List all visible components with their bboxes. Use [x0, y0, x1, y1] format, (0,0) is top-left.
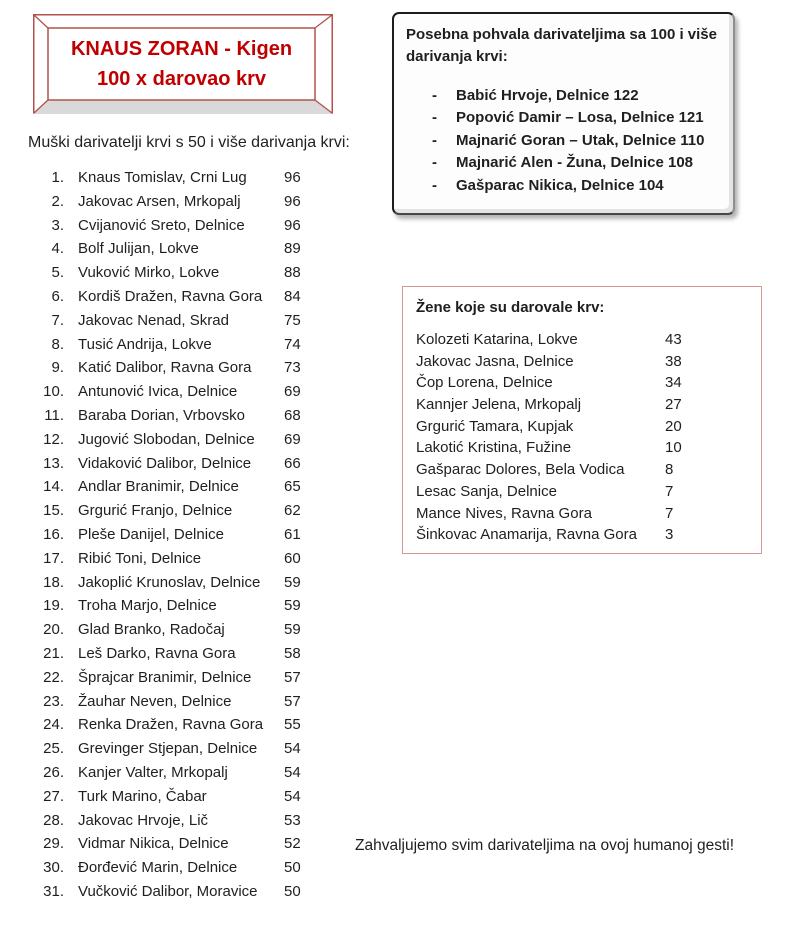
donor-rank: 25.	[43, 740, 64, 758]
donor-rank: 10.	[43, 383, 64, 401]
donor-rank: 3.	[51, 216, 64, 234]
donor-rank: 19.	[43, 597, 64, 615]
donation-count: 73	[284, 359, 301, 377]
male-donor-row	[28, 880, 358, 904]
male-donor-row	[28, 856, 358, 880]
donor-name: Grgurić Tamara, Kupjak	[416, 417, 574, 435]
donor-name: Andlar Branimir, Delnice	[78, 478, 239, 496]
donor-rank: 28.	[43, 811, 64, 829]
female-donor-list	[416, 329, 748, 546]
donor-name: Katić Dalibor, Ravna Gora	[78, 359, 252, 377]
praise-item-text: Babić Hrvoje, Delnice 122	[456, 87, 639, 104]
praise-item-text: Majnarić Alen - Žuna, Delnice 108	[456, 154, 694, 172]
donor-rank: 13.	[43, 454, 64, 472]
donor-name: Lakotić Kristina, Fužine	[416, 439, 572, 457]
male-donor-row	[28, 594, 358, 618]
praise-list-item	[406, 152, 721, 174]
female-donor-row	[416, 481, 748, 503]
donation-count: 66	[284, 454, 301, 472]
donor-rank: 29.	[43, 835, 64, 853]
donor-rank: 18.	[43, 573, 64, 591]
donor-rank: 31.	[43, 882, 64, 900]
male-donor-row	[28, 333, 358, 357]
donor-name: Vidaković Dalibor, Delnice	[78, 454, 252, 472]
donation-count: 60	[284, 549, 301, 567]
donor-rank: 20.	[43, 621, 64, 639]
male-donor-row	[28, 285, 358, 309]
male-donor-row	[28, 190, 358, 214]
donor-rank: 7.	[51, 311, 64, 329]
male-section-heading: Muški darivatelji krvi s 50 i više darivanja krvi:	[28, 134, 350, 151]
donor-name: Jakovac Hrvoje, Lič	[78, 811, 209, 829]
donor-name: Kordiš Dražen, Ravna Gora	[78, 287, 263, 305]
male-donor-row	[28, 713, 358, 737]
donation-count: 54	[284, 763, 301, 781]
donor-rank: 4.	[51, 240, 64, 258]
donor-rank: 11.	[44, 406, 64, 424]
donor-rank: 5.	[51, 264, 64, 282]
donor-rank: 17.	[43, 549, 64, 567]
donation-count: 58	[284, 644, 301, 662]
praise-item-text: Gašparac Nikica, Delnice 104	[456, 176, 664, 194]
donor-rank: 1.	[51, 169, 64, 186]
praise-box	[392, 12, 735, 215]
donation-count: 55	[284, 716, 301, 734]
donation-count: 59	[284, 573, 301, 591]
donor-name: Renka Dražen, Ravna Gora	[78, 716, 264, 734]
donation-count: 10	[665, 439, 682, 457]
female-donor-row	[416, 524, 748, 546]
praise-item-text: Majnarić Goran – Utak, Delnice 110	[456, 131, 705, 149]
donor-rank: 9.	[51, 359, 64, 377]
donor-rank: 16.	[43, 525, 64, 543]
female-donor-row	[416, 437, 748, 459]
praise-list-item	[406, 85, 721, 107]
praise-box-title	[406, 24, 721, 68]
donor-rank: 8.	[51, 335, 64, 353]
male-donor-row	[28, 356, 358, 380]
donor-name: Vučković Dalibor, Moravice	[78, 882, 258, 900]
female-box-title: Žene koje su darovale krv:	[416, 299, 605, 316]
male-donor-row	[28, 214, 358, 238]
donor-rank: 27.	[43, 787, 64, 805]
donor-rank: 24.	[43, 716, 64, 734]
donor-name: Čop Lorena, Delnice	[416, 374, 553, 392]
donor-name: Jugović Slobodan, Delnice	[78, 430, 255, 448]
female-donor-row	[416, 329, 748, 351]
male-donor-list	[28, 166, 358, 904]
donor-name: Šprajcar Branimir, Delnice	[78, 668, 252, 686]
male-donor-row	[28, 404, 358, 428]
thanks-message: Zahvaljujemo svim darivateljima na ovoj humanoj gesti!	[355, 837, 735, 854]
donor-name: Bolf Julijan, Lokve	[78, 240, 199, 258]
donor-rank: 15.	[43, 502, 64, 520]
donation-count: 65	[284, 478, 301, 496]
donor-name: Kolozeti Katarina, Lokve	[416, 331, 578, 348]
donation-count: 84	[284, 287, 301, 305]
male-donor-row	[28, 785, 358, 809]
male-donor-row	[28, 690, 358, 714]
donation-count: 7	[665, 482, 674, 500]
female-donor-row	[416, 459, 748, 481]
donor-name: Kanjer Valter, Mrkopalj	[78, 763, 228, 781]
donor-name: Vuković Mirko, Lokve	[78, 264, 220, 282]
donation-count: 59	[284, 621, 301, 639]
male-donor-row	[28, 309, 358, 333]
donor-name: Vidmar Nikica, Delnice	[78, 835, 229, 853]
donor-name: Lesac Sanja, Delnice	[416, 482, 557, 500]
donor-name: Baraba Dorian, Vrbovsko	[78, 406, 246, 424]
female-donors-box	[402, 286, 762, 554]
banner-knaus-zoran	[33, 14, 333, 114]
praise-donor-list	[406, 85, 721, 197]
dash-bullet: -	[432, 87, 437, 104]
male-donor-row	[28, 452, 358, 476]
male-donor-row	[28, 237, 358, 261]
donor-name: Grevinger Stjepan, Delnice	[78, 740, 258, 758]
donor-name: Šinkovac Anamarija, Ravna Gora	[416, 526, 637, 544]
praise-list-item	[406, 107, 721, 129]
male-donor-row	[28, 618, 358, 642]
donor-name: Leš Darko, Ravna Gora	[78, 644, 236, 662]
donor-name: Gašparac Dolores, Bela Vodica	[416, 461, 625, 479]
donation-count: 7	[665, 504, 674, 522]
donor-name: Jakovac Arsen, Mrkopalj	[78, 192, 241, 210]
male-donor-row	[28, 428, 358, 452]
donation-count: 20	[665, 417, 682, 435]
donor-rank: 14.	[43, 478, 64, 496]
donation-count: 38	[665, 352, 682, 370]
donor-rank: 23.	[43, 692, 64, 710]
donation-count: 57	[284, 692, 301, 710]
donation-count: 74	[284, 335, 301, 353]
donation-count: 69	[284, 383, 301, 401]
donor-rank: 6.	[51, 287, 64, 305]
donor-name: Jakovac Nenad, Skrad	[78, 311, 229, 329]
donation-count: 96	[284, 216, 301, 234]
donation-count: 69	[284, 430, 301, 448]
donor-rank: 26.	[43, 763, 64, 781]
donation-count: 61	[284, 525, 301, 543]
donor-name: Antunović Ivica, Delnice	[78, 383, 238, 401]
donation-count: 88	[284, 264, 301, 282]
donation-count: 53	[284, 811, 301, 829]
dash-bullet: -	[432, 154, 437, 172]
donation-count: 89	[284, 240, 301, 258]
donor-name: Cvijanović Sreto, Delnice	[78, 216, 245, 234]
donor-rank: 30.	[43, 859, 64, 877]
praise-title-line1: Posebna pohvala darivateljima sa 100 i više	[406, 26, 717, 43]
donor-name: Jakovac Jasna, Delnice	[416, 352, 574, 370]
donation-count: 54	[284, 787, 301, 805]
donation-count: 68	[284, 406, 301, 424]
dash-bullet: -	[432, 109, 437, 127]
female-donor-row	[416, 372, 748, 394]
donor-name: Turk Marino, Čabar	[78, 787, 207, 805]
donor-rank: 22.	[43, 668, 64, 686]
male-donor-row	[28, 380, 358, 404]
donor-name: Pleše Danijel, Delnice	[78, 525, 224, 543]
donation-count: 43	[665, 331, 682, 348]
praise-list-item	[406, 130, 721, 152]
donation-count: 54	[284, 740, 301, 758]
male-donor-row	[28, 737, 358, 761]
donor-name: Jakoplić Krunoslav, Delnice	[78, 573, 261, 591]
female-donor-row	[416, 416, 748, 438]
male-donor-row	[28, 832, 358, 856]
banner-title-line2: 100 x darovao krv	[97, 68, 266, 90]
donation-count: 96	[284, 192, 301, 210]
male-donor-row	[28, 547, 358, 571]
donation-count: 59	[284, 597, 301, 615]
male-donor-row	[28, 642, 358, 666]
donor-name: Glad Branko, Radočaj	[78, 621, 225, 639]
donation-count: 57	[284, 668, 301, 686]
dash-bullet: -	[432, 131, 437, 149]
female-donor-row	[416, 394, 748, 416]
female-donor-row	[416, 351, 748, 373]
donor-rank: 2.	[51, 192, 64, 210]
donor-rank: 12.	[43, 430, 64, 448]
donor-name: Tusić Andrija, Lokve	[78, 335, 212, 353]
male-donor-row	[28, 809, 358, 833]
donor-name: Đorđević Marin, Delnice	[78, 859, 238, 877]
male-donor-row	[28, 523, 358, 547]
donation-count: 96	[284, 169, 301, 186]
dash-bullet: -	[432, 176, 437, 194]
male-donor-row	[28, 261, 358, 285]
donor-name: Troha Marjo, Delnice	[78, 597, 217, 615]
male-donor-row	[28, 761, 358, 785]
female-donor-row	[416, 503, 748, 525]
donation-count: 8	[665, 461, 674, 479]
male-donor-row	[28, 499, 358, 523]
praise-list-item	[406, 175, 721, 197]
donation-count: 62	[284, 502, 301, 520]
donor-rank: 21.	[43, 644, 64, 662]
donation-count: 52	[284, 835, 301, 853]
praise-title-line2: darivanja krvi:	[406, 48, 508, 65]
donor-name: Knaus Tomislav, Crni Lug	[78, 169, 247, 186]
donation-count: 34	[665, 374, 682, 392]
donation-count: 50	[284, 859, 301, 877]
donation-count: 3	[665, 526, 674, 544]
banner-title-line1: KNAUS ZORAN - Kigen	[70, 38, 293, 60]
donor-name: Kannjer Jelena, Mrkopalj	[416, 396, 582, 414]
male-donor-row	[28, 475, 358, 499]
banner-text	[48, 28, 315, 100]
donor-name: Mance Nives, Ravna Gora	[416, 504, 592, 522]
donor-name: Žauhar Neven, Delnice	[78, 692, 232, 710]
male-donor-row	[28, 666, 358, 690]
male-donor-row	[28, 166, 358, 190]
donor-name: Grgurić Franjo, Delnice	[78, 502, 233, 520]
donation-count: 27	[665, 396, 682, 414]
male-donor-row	[28, 571, 358, 595]
donation-count: 75	[284, 311, 301, 329]
donor-name: Ribić Toni, Delnice	[78, 549, 202, 567]
donation-count: 50	[284, 882, 301, 900]
praise-item-text: Popović Damir – Losa, Delnice 121	[456, 109, 704, 127]
